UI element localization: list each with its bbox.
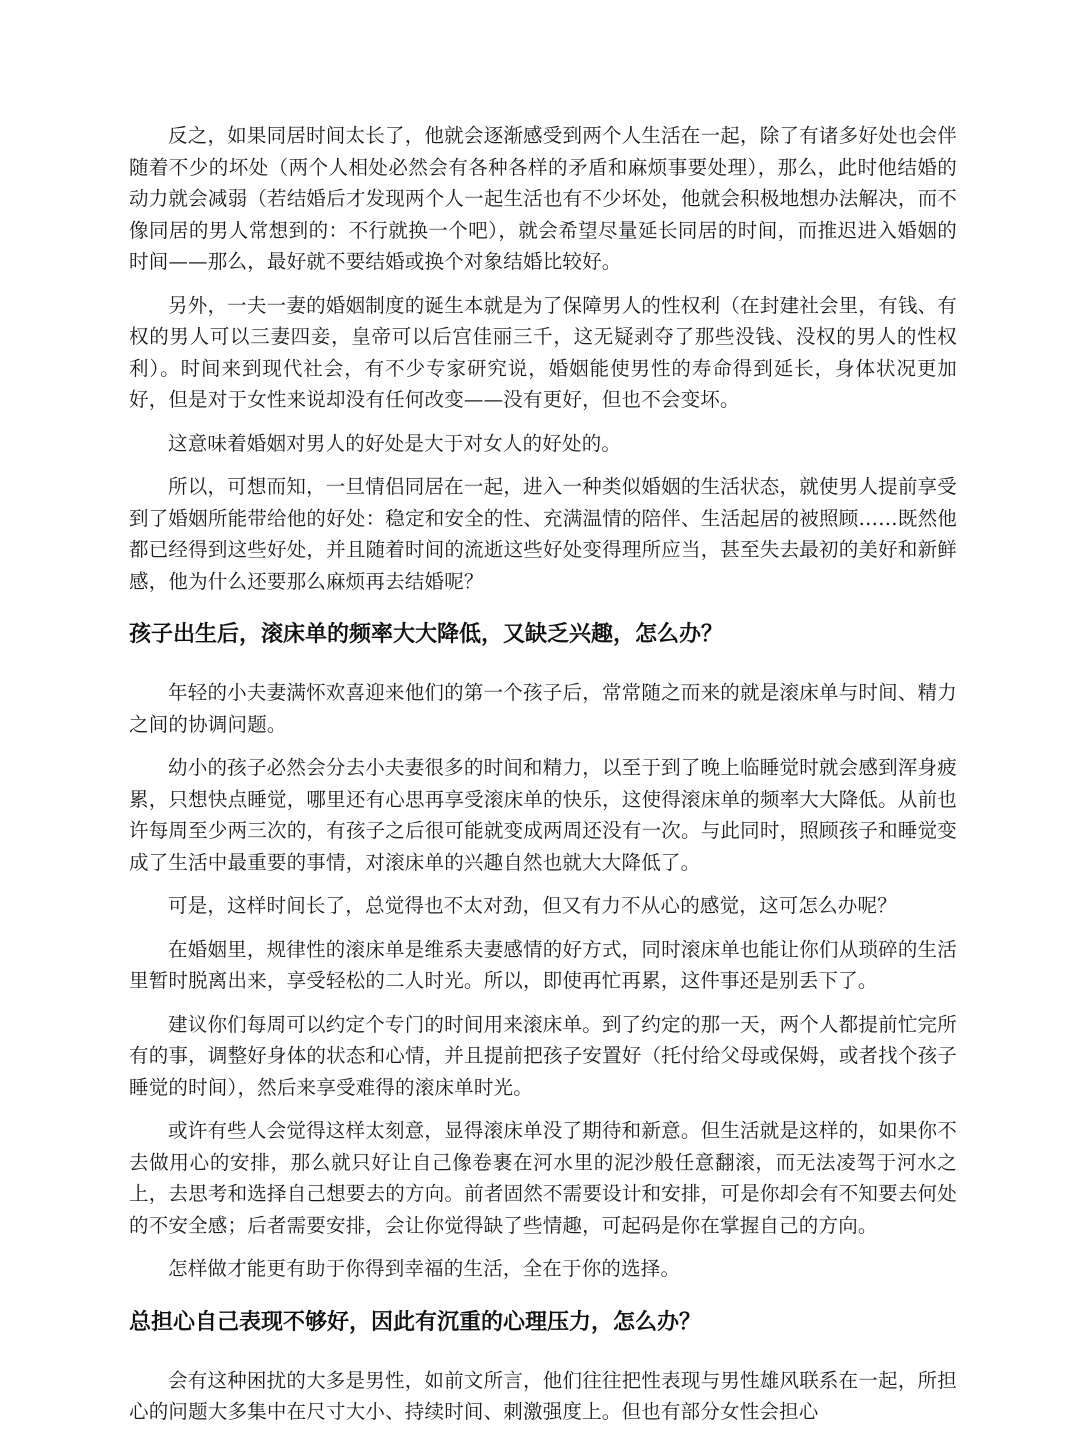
paragraph: 会有这种困扰的大多是男性，如前文所言，他们往往把性表现与男性雄风联系在一起，所担心的问题大多集中在尺寸大小、持续时间、刺激强度上。但也有部分女性会担心 <box>129 1368 957 1423</box>
paragraph: 年轻的小夫妻满怀欢喜迎来他们的第一个孩子后，常常随之而来的就是滚床单与时间、精力之间的协调问题。 <box>129 681 957 736</box>
section-heading: 总担心自己表现不够好，因此有沉重的心理压力，怎么办？ <box>129 1309 702 1335</box>
paragraph: 这意味着婚姻对男人的好处是大于对女人的好处的。 <box>168 431 622 455</box>
paragraph: 在婚姻里，规律性的滚床单是维系夫妻感情的好方式，同时滚床单也能让你们从琐碎的生活里暂时脱离出来，享受轻松的二人时光。所以，即使再忙再累，这件事还是别丢下了。 <box>129 937 957 992</box>
paragraph: 所以，可想而知，一旦情侣同居在一起，进入一种类似婚姻的生活状态，就使男人提前享受到了婚姻所能带给他的好处：稳定和安全的性、充满温情的陪伴、生活起居的被照顾……既然他都已经得到这些好处，并且随着时间的流逝这些好处变得理所应当，甚至失去最初的美好和新鲜感，他为什么还要那么麻烦再去结婚呢？ <box>129 475 957 593</box>
paragraph: 建议你们每周可以约定个专门的时间用来滚床单。到了约定的那一天，两个人都提前忙完所有的事，调整好身体的状态和心情，并且提前把孩子安置好（托付给父母或保姆，或者找个孩子睡觉的时间），然后来享受难得的滚床单时光。 <box>129 1012 957 1099</box>
paragraph: 另外，一夫一妻的婚姻制度的诞生本就是为了保障男人的性权利（在封建社会里，有钱、有权的男人可以三妻四妾，皇帝可以后宫佳丽三千，这无疑剥夺了那些没钱、没权的男人的性权利）。时间来到现代社会，有不少专家研究说，婚姻能使男性的寿命得到延长，身体状况更加好，但是对于女性来说却没有任何改变——没有更好，但也不会变坏。 <box>129 293 957 411</box>
paragraph: 可是，这样时间长了，总觉得也不太对劲，但又有力不从心的感觉，这可怎么办呢？ <box>168 894 897 917</box>
section-heading: 孩子出生后，滚床单的频率大大降低，又缺乏兴趣，怎么办？ <box>129 622 724 647</box>
document-page <box>129 120 957 1440</box>
paragraph: 或许有些人会觉得这样太刻意，显得滚床单没了期待和新意。但生活就是这样的，如果你不去做用心的安排，那么就只好让自己像卷裹在河水里的泥沙般任意翻滚，而无法凌驾于河水之上，去思考和选择自己想要去的方向。前者固然不需要设计和安排，可是你却会有不知要去何处的不安全感；后者需要安排，会让你觉得缺了些情趣，可起码是你在掌握自己的方向。 <box>129 1119 957 1237</box>
paragraph: 反之，如果同居时间太长了，他就会逐渐感受到两个人生活在一起，除了有诸多好处也会伴随着不少的坏处（两个人相处必然会有各种各样的矛盾和麻烦事要处理），那么，此时他结婚的动力就会减弱（若结婚后才发现两个人一起生活也有不少坏处，他就会积极地想办法解决，而不像同居的男人常想到的：不行就换一个吧），就会希望尽量延长同居的时间，而推迟进入婚姻的时间——那么，最好就不要结婚或换个对象结婚比较好。 <box>129 124 957 273</box>
paragraph: 幼小的孩子必然会分去小夫妻很多的时间和精力，以至于到了晚上临睡觉时就会感到浑身疲累，只想快点睡觉，哪里还有心思再享受滚床单的快乐，这使得滚床单的频率大大降低。从前也许每周至少两三次的，有孩子之后很可能就变成两周还没有一次。与此同时，照顾孩子和睡觉变成了生活中最重要的事情，对滚床单的兴趣自然也就大大降低了。 <box>129 756 957 874</box>
paragraph: 怎样做才能更有助于你得到幸福的生活，全在于你的选择。 <box>168 1257 681 1280</box>
